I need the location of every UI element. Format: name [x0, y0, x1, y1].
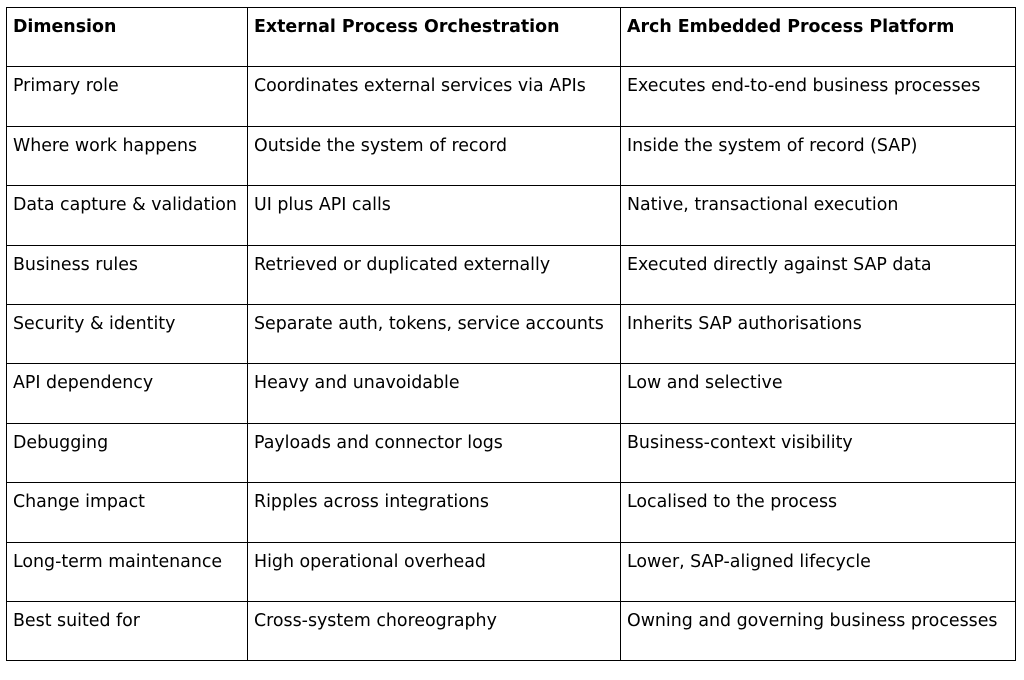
- cell-arch: Executed directly against SAP data: [621, 245, 1016, 304]
- cell-arch: Lower, SAP-aligned lifecycle: [621, 542, 1016, 601]
- table-row: [7, 304, 1016, 363]
- table-row: [7, 601, 1016, 660]
- cell-arch: Localised to the process: [621, 483, 1016, 542]
- table-row: [7, 126, 1016, 185]
- table-row: [7, 483, 1016, 542]
- cell-dimension: Data capture & validation: [7, 186, 248, 245]
- cell-external: UI plus API calls: [248, 186, 621, 245]
- cell-external: Outside the system of record: [248, 126, 621, 185]
- cell-dimension: Debugging: [7, 423, 248, 482]
- cell-external: High operational overhead: [248, 542, 621, 601]
- cell-dimension: Security & identity: [7, 304, 248, 363]
- cell-external: Coordinates external services via APIs: [248, 67, 621, 126]
- table-row: [7, 67, 1016, 126]
- cell-arch: Owning and governing business processes: [621, 601, 1016, 660]
- table-row: [7, 423, 1016, 482]
- cell-dimension: Best suited for: [7, 601, 248, 660]
- cell-arch: Business-context visibility: [621, 423, 1016, 482]
- table-row: [7, 245, 1016, 304]
- header-cell-external: External Process Orchestration: [248, 8, 621, 67]
- cell-external: Retrieved or duplicated externally: [248, 245, 621, 304]
- table-header: [7, 8, 1016, 67]
- cell-external: Cross-system choreography: [248, 601, 621, 660]
- cell-arch: Native, transactional execution: [621, 186, 1016, 245]
- cell-dimension: Where work happens: [7, 126, 248, 185]
- cell-arch: Executes end-to-end business processes: [621, 67, 1016, 126]
- cell-arch: Inherits SAP authorisations: [621, 304, 1016, 363]
- cell-external: Ripples across integrations: [248, 483, 621, 542]
- header-cell-arch: Arch Embedded Process Platform: [621, 8, 1016, 67]
- comparison-table: [6, 7, 1016, 661]
- cell-external: Payloads and connector logs: [248, 423, 621, 482]
- cell-external: Heavy and unavoidable: [248, 364, 621, 423]
- cell-arch: Inside the system of record (SAP): [621, 126, 1016, 185]
- table-row: [7, 364, 1016, 423]
- table-body: [7, 67, 1016, 661]
- table-row: [7, 186, 1016, 245]
- table-row: [7, 542, 1016, 601]
- cell-dimension: Business rules: [7, 245, 248, 304]
- header-row: [7, 8, 1016, 67]
- cell-dimension: Primary role: [7, 67, 248, 126]
- cell-dimension: Long-term maintenance: [7, 542, 248, 601]
- cell-dimension: Change impact: [7, 483, 248, 542]
- cell-external: Separate auth, tokens, service accounts: [248, 304, 621, 363]
- cell-arch: Low and selective: [621, 364, 1016, 423]
- cell-dimension: API dependency: [7, 364, 248, 423]
- header-cell-dimension: Dimension: [7, 8, 248, 67]
